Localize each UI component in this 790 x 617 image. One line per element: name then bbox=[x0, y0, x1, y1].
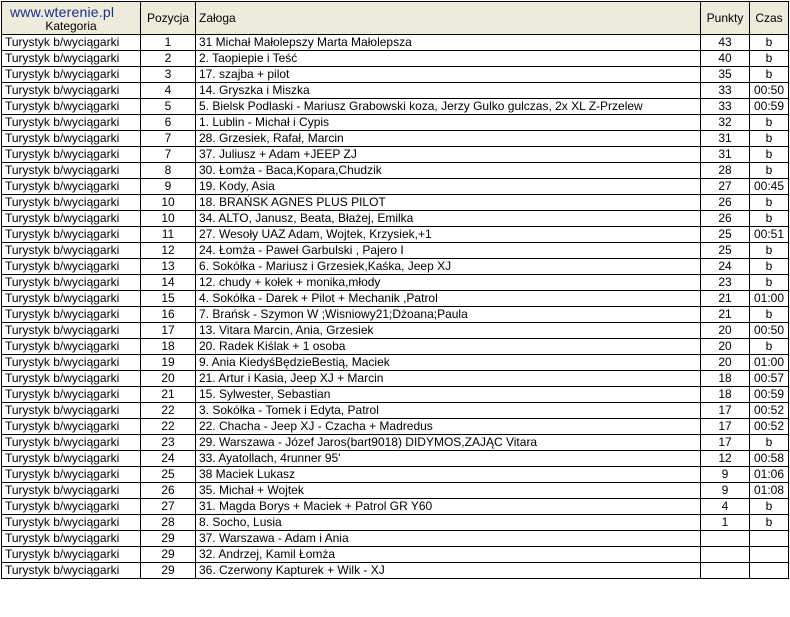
column-header-czas: Czas bbox=[750, 2, 789, 35]
zaloga-cell: 12. chudy + kołek + monika,młody bbox=[196, 275, 701, 291]
pozycja-cell: 27 bbox=[141, 499, 196, 515]
czas-cell: b bbox=[750, 147, 789, 163]
punkty-cell: 31 bbox=[701, 131, 750, 147]
czas-cell: 01:06 bbox=[750, 467, 789, 483]
punkty-cell: 12 bbox=[701, 451, 750, 467]
kategoria-cell: Turystyk b/wyciągarki bbox=[2, 387, 141, 403]
header-row bbox=[2, 2, 789, 35]
czas-cell: b bbox=[750, 307, 789, 323]
kategoria-cell: Turystyk b/wyciągarki bbox=[2, 403, 141, 419]
pozycja-cell: 26 bbox=[141, 483, 196, 499]
table-row bbox=[2, 131, 789, 147]
table-row bbox=[2, 499, 789, 515]
pozycja-cell: 22 bbox=[141, 403, 196, 419]
zaloga-cell: 29. Warszawa - Józef Jaros(bart9018) DIDYMOS,ZAJĄC Vitara bbox=[196, 435, 701, 451]
table-row bbox=[2, 51, 789, 67]
table-row bbox=[2, 467, 789, 483]
pozycja-cell: 29 bbox=[141, 563, 196, 579]
table-row bbox=[2, 339, 789, 355]
punkty-cell: 26 bbox=[701, 211, 750, 227]
pozycja-cell: 28 bbox=[141, 515, 196, 531]
kategoria-cell: Turystyk b/wyciągarki bbox=[2, 547, 141, 563]
table-row bbox=[2, 371, 789, 387]
punkty-cell: 9 bbox=[701, 483, 750, 499]
table-row bbox=[2, 211, 789, 227]
pozycja-cell: 8 bbox=[141, 163, 196, 179]
punkty-cell: 33 bbox=[701, 99, 750, 115]
kategoria-cell: Turystyk b/wyciągarki bbox=[2, 259, 141, 275]
pozycja-cell: 22 bbox=[141, 419, 196, 435]
czas-cell: 01:08 bbox=[750, 483, 789, 499]
czas-cell: b bbox=[750, 35, 789, 51]
zaloga-cell: 8. Socho, Lusia bbox=[196, 515, 701, 531]
zaloga-cell: 9. Ania KiedyśBędzieBestią, Maciek bbox=[196, 355, 701, 371]
czas-cell: b bbox=[750, 339, 789, 355]
kategoria-cell: Turystyk b/wyciągarki bbox=[2, 339, 141, 355]
punkty-cell: 20 bbox=[701, 355, 750, 371]
czas-cell: 00:59 bbox=[750, 99, 789, 115]
punkty-cell: 25 bbox=[701, 227, 750, 243]
punkty-cell: 40 bbox=[701, 51, 750, 67]
czas-cell: 00:45 bbox=[750, 179, 789, 195]
czas-cell: b bbox=[750, 131, 789, 147]
punkty-cell bbox=[701, 547, 750, 563]
pozycja-cell: 10 bbox=[141, 211, 196, 227]
pozycja-cell: 20 bbox=[141, 371, 196, 387]
czas-cell: 00:51 bbox=[750, 227, 789, 243]
zaloga-cell: 32. Andrzej, Kamil Łomża bbox=[196, 547, 701, 563]
table-row bbox=[2, 387, 789, 403]
table-row bbox=[2, 435, 789, 451]
punkty-cell: 21 bbox=[701, 307, 750, 323]
punkty-cell: 28 bbox=[701, 163, 750, 179]
table-row bbox=[2, 99, 789, 115]
kategoria-label: Kategoria bbox=[45, 19, 97, 33]
kategoria-cell: Turystyk b/wyciągarki bbox=[2, 275, 141, 291]
czas-cell: 01:00 bbox=[750, 355, 789, 371]
czas-cell: 00:52 bbox=[750, 419, 789, 435]
punkty-cell: 33 bbox=[701, 83, 750, 99]
kategoria-cell: Turystyk b/wyciągarki bbox=[2, 499, 141, 515]
table-row bbox=[2, 227, 789, 243]
zaloga-cell: 5. Bielsk Podlaski - Mariusz Grabowski koza, Jerzy Gulko gulczas, 2x XL Z-Przelew bbox=[196, 99, 701, 115]
table-row bbox=[2, 179, 789, 195]
pozycja-cell: 18 bbox=[141, 339, 196, 355]
table-row bbox=[2, 483, 789, 499]
zaloga-cell: 21. Artur i Kasia, Jeep XJ + Marcin bbox=[196, 371, 701, 387]
punkty-cell: 17 bbox=[701, 419, 750, 435]
punkty-cell: 21 bbox=[701, 291, 750, 307]
zaloga-cell: 13. Vitara Marcin, Ania, Grzesiek bbox=[196, 323, 701, 339]
czas-cell: b bbox=[750, 499, 789, 515]
czas-cell: 01:00 bbox=[750, 291, 789, 307]
table-row bbox=[2, 451, 789, 467]
zaloga-cell: 7. Brańsk - Szymon W ;Wisniowy21;Dżoana;Paula bbox=[196, 307, 701, 323]
kategoria-cell: Turystyk b/wyciągarki bbox=[2, 195, 141, 211]
kategoria-cell: Turystyk b/wyciągarki bbox=[2, 419, 141, 435]
table-row bbox=[2, 275, 789, 291]
kategoria-cell: Turystyk b/wyciągarki bbox=[2, 163, 141, 179]
czas-cell: b bbox=[750, 115, 789, 131]
czas-cell bbox=[750, 563, 789, 579]
zaloga-cell: 37. Warszawa - Adam i Ania bbox=[196, 531, 701, 547]
pozycja-cell: 5 bbox=[141, 99, 196, 115]
pozycja-cell: 11 bbox=[141, 227, 196, 243]
kategoria-cell: Turystyk b/wyciągarki bbox=[2, 531, 141, 547]
pozycja-cell: 2 bbox=[141, 51, 196, 67]
zaloga-cell: 3. Sokółka - Tomek i Edyta, Patrol bbox=[196, 403, 701, 419]
table-row bbox=[2, 531, 789, 547]
table-row bbox=[2, 243, 789, 259]
results-body bbox=[2, 35, 789, 579]
czas-cell: b bbox=[750, 163, 789, 179]
punkty-cell: 17 bbox=[701, 403, 750, 419]
zaloga-cell: 15. Sylwester, Sebastian bbox=[196, 387, 701, 403]
results-table bbox=[1, 1, 789, 579]
czas-cell: b bbox=[750, 195, 789, 211]
zaloga-cell: 28. Grzesiek, Rafał, Marcin bbox=[196, 131, 701, 147]
pozycja-cell: 21 bbox=[141, 387, 196, 403]
kategoria-cell: Turystyk b/wyciągarki bbox=[2, 323, 141, 339]
kategoria-cell: Turystyk b/wyciągarki bbox=[2, 83, 141, 99]
pozycja-cell: 1 bbox=[141, 35, 196, 51]
pozycja-cell: 4 bbox=[141, 83, 196, 99]
zaloga-cell: 18. BRAŃSK AGNES PLUS PILOT bbox=[196, 195, 701, 211]
czas-cell: b bbox=[750, 435, 789, 451]
czas-cell: 00:50 bbox=[750, 83, 789, 99]
table-row bbox=[2, 163, 789, 179]
kategoria-cell: Turystyk b/wyciągarki bbox=[2, 243, 141, 259]
zaloga-cell: 4. Sokółka - Darek + Pilot + Mechanik ,Patrol bbox=[196, 291, 701, 307]
zaloga-cell: 31. Magda Borys + Maciek + Patrol GR Y60 bbox=[196, 499, 701, 515]
zaloga-cell: 14. Gryszka i Miszka bbox=[196, 83, 701, 99]
czas-cell: 00:52 bbox=[750, 403, 789, 419]
czas-cell: b bbox=[750, 51, 789, 67]
pozycja-cell: 17 bbox=[141, 323, 196, 339]
punkty-cell: 26 bbox=[701, 195, 750, 211]
pozycja-cell: 14 bbox=[141, 275, 196, 291]
pozycja-cell: 13 bbox=[141, 259, 196, 275]
table-row bbox=[2, 355, 789, 371]
kategoria-cell: Turystyk b/wyciągarki bbox=[2, 355, 141, 371]
site-watermark: www.wterenie.pl bbox=[10, 4, 115, 20]
kategoria-cell: Turystyk b/wyciągarki bbox=[2, 435, 141, 451]
zaloga-cell: 34. ALTO, Janusz, Beata, Błażej, Emilka bbox=[196, 211, 701, 227]
zaloga-cell: 22. Chacha - Jeep XJ - Czacha + Madredus bbox=[196, 419, 701, 435]
kategoria-cell: Turystyk b/wyciągarki bbox=[2, 211, 141, 227]
czas-cell: b bbox=[750, 259, 789, 275]
table-row bbox=[2, 403, 789, 419]
column-header-punkty: Punkty bbox=[701, 2, 750, 35]
zaloga-cell: 6. Sokółka - Mariusz i Grzesiek,Kaśka, Jeep XJ bbox=[196, 259, 701, 275]
pozycja-cell: 7 bbox=[141, 147, 196, 163]
zaloga-cell: 1. Lublin - Michał i Cypis bbox=[196, 115, 701, 131]
table-row bbox=[2, 515, 789, 531]
kategoria-cell: Turystyk b/wyciągarki bbox=[2, 115, 141, 131]
zaloga-cell: 36. Czerwony Kapturek + Wilk - XJ bbox=[196, 563, 701, 579]
table-row bbox=[2, 83, 789, 99]
czas-cell: b bbox=[750, 243, 789, 259]
table-row bbox=[2, 67, 789, 83]
czas-cell: 00:57 bbox=[750, 371, 789, 387]
table-row bbox=[2, 147, 789, 163]
czas-cell: 00:58 bbox=[750, 451, 789, 467]
punkty-cell: 20 bbox=[701, 339, 750, 355]
czas-cell: b bbox=[750, 515, 789, 531]
pozycja-cell: 7 bbox=[141, 131, 196, 147]
kategoria-cell: Turystyk b/wyciągarki bbox=[2, 179, 141, 195]
table-row bbox=[2, 291, 789, 307]
czas-cell: 00:59 bbox=[750, 387, 789, 403]
czas-cell: b bbox=[750, 275, 789, 291]
czas-cell bbox=[750, 531, 789, 547]
kategoria-cell: Turystyk b/wyciągarki bbox=[2, 51, 141, 67]
zaloga-cell: 27. Wesoły UAZ Adam, Wojtek, Krzysiek,+1 bbox=[196, 227, 701, 243]
column-header-zaloga: Załoga bbox=[196, 2, 701, 35]
zaloga-cell: 37. Juliusz + Adam +JEEP ZJ bbox=[196, 147, 701, 163]
punkty-cell: 18 bbox=[701, 371, 750, 387]
pozycja-cell: 9 bbox=[141, 179, 196, 195]
pozycja-cell: 3 bbox=[141, 67, 196, 83]
table-row bbox=[2, 115, 789, 131]
zaloga-cell: 31 Michał Małolepszy Marta Małolepsza bbox=[196, 35, 701, 51]
pozycja-cell: 15 bbox=[141, 291, 196, 307]
zaloga-cell: 35. Michał + Wojtek bbox=[196, 483, 701, 499]
kategoria-cell: Turystyk b/wyciągarki bbox=[2, 371, 141, 387]
czas-cell: b bbox=[750, 211, 789, 227]
kategoria-cell: Turystyk b/wyciągarki bbox=[2, 563, 141, 579]
pozycja-cell: 29 bbox=[141, 531, 196, 547]
zaloga-cell: 19. Kody, Asia bbox=[196, 179, 701, 195]
punkty-cell: 20 bbox=[701, 323, 750, 339]
column-header-pozycja: Pozycja bbox=[141, 2, 196, 35]
punkty-cell: 9 bbox=[701, 467, 750, 483]
kategoria-cell: Turystyk b/wyciągarki bbox=[2, 35, 141, 51]
kategoria-cell: Turystyk b/wyciągarki bbox=[2, 99, 141, 115]
table-row bbox=[2, 419, 789, 435]
kategoria-cell: Turystyk b/wyciągarki bbox=[2, 451, 141, 467]
zaloga-cell: 20. Radek Kiślak + 1 osoba bbox=[196, 339, 701, 355]
table-row bbox=[2, 259, 789, 275]
zaloga-cell: 2. Taopiepie i Teść bbox=[196, 51, 701, 67]
zaloga-cell: 30. Łomża - Baca,Kopara,Chudzik bbox=[196, 163, 701, 179]
punkty-cell: 1 bbox=[701, 515, 750, 531]
zaloga-cell: 33. Ayatollach, 4runner 95' bbox=[196, 451, 701, 467]
pozycja-cell: 6 bbox=[141, 115, 196, 131]
pozycja-cell: 29 bbox=[141, 547, 196, 563]
kategoria-cell: Turystyk b/wyciągarki bbox=[2, 147, 141, 163]
kategoria-cell: Turystyk b/wyciągarki bbox=[2, 131, 141, 147]
pozycja-cell: 24 bbox=[141, 451, 196, 467]
pozycja-cell: 19 bbox=[141, 355, 196, 371]
pozycja-cell: 23 bbox=[141, 435, 196, 451]
punkty-cell: 4 bbox=[701, 499, 750, 515]
pozycja-cell: 16 bbox=[141, 307, 196, 323]
punkty-cell: 43 bbox=[701, 35, 750, 51]
pozycja-cell: 10 bbox=[141, 195, 196, 211]
punkty-cell: 32 bbox=[701, 115, 750, 131]
kategoria-cell: Turystyk b/wyciągarki bbox=[2, 483, 141, 499]
kategoria-cell: Turystyk b/wyciągarki bbox=[2, 515, 141, 531]
column-header-kategoria bbox=[2, 2, 141, 35]
zaloga-cell: 17. szajba + pilot bbox=[196, 67, 701, 83]
table-row bbox=[2, 563, 789, 579]
kategoria-cell: Turystyk b/wyciągarki bbox=[2, 227, 141, 243]
table-row bbox=[2, 35, 789, 51]
punkty-cell: 24 bbox=[701, 259, 750, 275]
czas-cell: b bbox=[750, 67, 789, 83]
pozycja-cell: 12 bbox=[141, 243, 196, 259]
punkty-cell: 23 bbox=[701, 275, 750, 291]
table-row bbox=[2, 195, 789, 211]
kategoria-cell: Turystyk b/wyciągarki bbox=[2, 291, 141, 307]
czas-cell: 00:50 bbox=[750, 323, 789, 339]
table-row bbox=[2, 547, 789, 563]
kategoria-cell: Turystyk b/wyciągarki bbox=[2, 67, 141, 83]
zaloga-cell: 24. Łomża - Paweł Garbulski , Pajero I bbox=[196, 243, 701, 259]
punkty-cell: 18 bbox=[701, 387, 750, 403]
punkty-cell: 17 bbox=[701, 435, 750, 451]
punkty-cell: 31 bbox=[701, 147, 750, 163]
czas-cell bbox=[750, 547, 789, 563]
punkty-cell bbox=[701, 563, 750, 579]
kategoria-cell: Turystyk b/wyciągarki bbox=[2, 467, 141, 483]
zaloga-cell: 38 Maciek Lukasz bbox=[196, 467, 701, 483]
punkty-cell: 35 bbox=[701, 67, 750, 83]
kategoria-cell: Turystyk b/wyciągarki bbox=[2, 307, 141, 323]
table-row bbox=[2, 307, 789, 323]
pozycja-cell: 25 bbox=[141, 467, 196, 483]
punkty-cell: 27 bbox=[701, 179, 750, 195]
punkty-cell: 25 bbox=[701, 243, 750, 259]
table-row bbox=[2, 323, 789, 339]
punkty-cell bbox=[701, 531, 750, 547]
